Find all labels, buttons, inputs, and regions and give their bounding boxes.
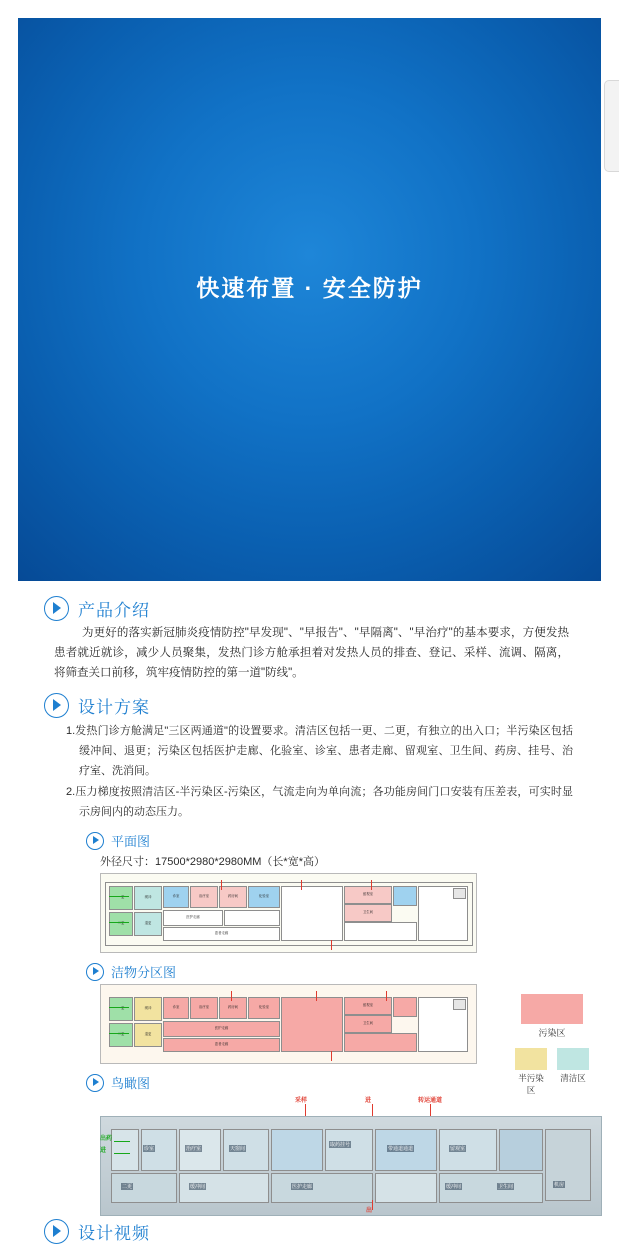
play-circle-icon [86,1074,104,1092]
birdseye-room-label: 缓冲间 [190,1184,206,1191]
legend-swatch-semi [515,1048,547,1070]
birdseye-room-label: 诊室 [144,1146,155,1153]
birdseye-caption-exit: 出 [366,1208,373,1215]
legend-swatch-clean [557,1048,589,1070]
birdseye-room-label: 缓冲间 [446,1184,462,1191]
birdseye-room-label: 卫生间 [498,1184,514,1191]
subsection-heading-clean-zone-plan [86,962,619,981]
list-item: 1.发热门诊方舱满足"三区两通道"的设置要求。清洁区包括一更、二更，有独立的出入口；半污染区包括缓冲间、退更；污染区包括医护走廊、化验室、诊室、患者走廊、留观室、卫生间、药房、挂号、治疗室、洗消间。 [66,725,573,777]
birdseye-room-label: 天窗间 [230,1146,246,1153]
legend-label-semi: 半污染区 [518,1073,544,1096]
birdseye-room-label: 医护走廊 [292,1184,313,1191]
design-plan-list [66,722,573,822]
subsection-title: 洁物分区图 [111,965,177,981]
birdseye-caption-in: 进 [100,1148,107,1155]
zone-legend [492,994,612,1096]
birdseye-caption-out-med: 出药 [100,1136,113,1143]
birdseye-caption-sampling: 采样 [295,1098,308,1105]
birdseye-image [100,1116,602,1216]
floor-plan-image: 一更 二更 缓冲 退更 诊室 治疗室 药房间 化验室 医护走廊 患者走廊 留观室 卫生间 [100,873,477,953]
hero-banner [18,18,601,581]
birdseye-room-label: 留观室 [450,1146,466,1153]
side-scroll-tab[interactable] [604,80,619,172]
section-heading-design-plan [44,693,619,718]
dimension-text: 外径尺寸：17500*2980*2980MM（长*宽*高） [100,856,325,869]
section-heading-design-video [44,1219,619,1244]
legend-label-clean: 清洁区 [560,1073,586,1084]
birdseye-caption-transfer: 转运通道 [418,1098,443,1105]
birdseye-room-label: 二更 [122,1184,133,1191]
section-heading-product-intro [44,596,619,621]
birdseye-room-label: 机房 [554,1182,565,1189]
section-title: 设计视频 [78,1224,150,1244]
play-circle-icon [86,963,104,981]
play-circle-icon [86,832,104,850]
birdseye-room-label: 治疗室 [186,1146,202,1153]
subsection-title: 平面图 [111,834,151,850]
section-title: 产品介绍 [78,601,150,620]
legend-label-polluted: 污染区 [538,1028,566,1039]
section-title: 设计方案 [78,698,150,718]
floor-plan-figure-wrap [100,873,619,953]
clean-zone-image: 一更 二更 缓冲 退更 诊室 治疗室 药房间 化验室 医护走廊 患者走廊 留观室 卫生间 [100,984,477,1064]
subsection-title: 鸟瞰图 [111,1076,151,1092]
hero-title: 快速布置 · 安全防护 [196,275,423,301]
play-circle-icon [44,1219,69,1244]
birdseye-figure-wrap [100,1095,619,1213]
subsection-heading-floor-plan [86,831,619,850]
document-content [0,586,619,1246]
legend-swatch-polluted [521,994,583,1024]
list-item: 2.压力梯度按照清洁区-半污染区-污染区，气流走向为单向流；各功能房间门口安装有压差表，可实时显示房间内的动态压力。 [66,785,573,818]
product-intro-paragraph: 为更好的落实新冠肺炎疫情防控"早发现"、"早报告"、"早隔离"、"早治疗"的基本要求，方便发热患者就近就诊，减少人员聚集，发热门诊方舱承担着对发热人员的排查、登记、采样、流调、隔离，将筛查关口前移，筑牢疫情防控的第一道"防线"。 [54,627,569,680]
birdseye-room-label: 带通道通道 [388,1146,414,1153]
play-circle-icon [44,693,69,718]
birdseye-room-label: 取药挂号 [330,1142,351,1149]
birdseye-caption-entry: 进 [365,1098,372,1105]
play-circle-icon [44,596,69,621]
